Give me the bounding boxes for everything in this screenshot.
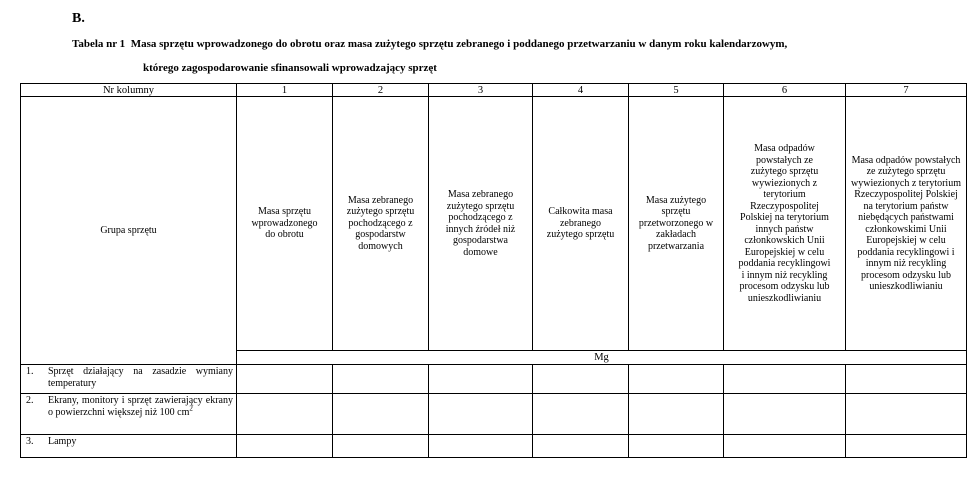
- row-label: [21, 435, 237, 458]
- data-cell[interactable]: [724, 365, 846, 394]
- data-cell[interactable]: [533, 435, 629, 458]
- data-cell[interactable]: [533, 365, 629, 394]
- section-letter: B.: [72, 11, 85, 26]
- data-cell[interactable]: [724, 435, 846, 458]
- data-cell[interactable]: [237, 365, 333, 394]
- data-cell[interactable]: [846, 394, 967, 435]
- data-cell[interactable]: [333, 394, 429, 435]
- row-number: 3.: [26, 436, 34, 447]
- data-cell[interactable]: [429, 435, 533, 458]
- data-cell[interactable]: [629, 394, 724, 435]
- data-cell[interactable]: [846, 365, 967, 394]
- group-header: Grupa sprzętu: [21, 97, 237, 365]
- column-header-3: Masa zebranego zużytego sprzętu pochodzącego z innych źródeł niż gospodarstwa domowe: [429, 97, 533, 351]
- caption-line2: którego zagospodarowanie sfinansowali wprowadzający sprzęt: [143, 62, 437, 74]
- table-row: [21, 394, 967, 435]
- table-caption: [72, 38, 952, 75]
- row-number: 2.: [26, 395, 34, 406]
- column-number-7: 7: [846, 84, 967, 97]
- column-header-5: Masa zużytego sprzętu przetworzonego w zakładach przetwarzania: [629, 97, 724, 351]
- data-cell[interactable]: [333, 435, 429, 458]
- unit-label: Mg: [237, 351, 967, 365]
- row-number: 1.: [26, 366, 34, 377]
- column-number-3: 3: [429, 84, 533, 97]
- data-cell[interactable]: [629, 435, 724, 458]
- column-number-2: 2: [333, 84, 429, 97]
- table-row: [21, 435, 967, 458]
- column-number-6: 6: [724, 84, 846, 97]
- row-text: Ekrany, monitory i sprzęt zawierający ekrany o powierzchni większej niż 100 $cm^2$: [48, 395, 233, 418]
- table-row: [21, 365, 967, 394]
- column-number-5: 5: [629, 84, 724, 97]
- column-number-1: 1: [237, 84, 333, 97]
- data-cell[interactable]: [724, 394, 846, 435]
- caption-prefix: Tabela nr 1: [72, 38, 126, 50]
- column-number-row: [21, 84, 967, 97]
- column-number-label: Nr kolumny: [21, 84, 237, 97]
- header-row: [21, 97, 967, 351]
- row-text: Lampy: [48, 436, 77, 447]
- row-label: [21, 394, 237, 435]
- column-number-4: 4: [533, 84, 629, 97]
- row-label: [21, 365, 237, 394]
- data-cell[interactable]: [237, 435, 333, 458]
- data-cell[interactable]: [429, 365, 533, 394]
- data-cell[interactable]: [237, 394, 333, 435]
- caption-line1: Masa sprzętu wprowadzonego do obrotu oraz masa zużytego sprzętu zebranego i poddanego przetwarzaniu w danym roku kalendarzowym,: [130, 38, 788, 50]
- column-header-2: Masa zebranego zużytego sprzętu pochodzącego z gospodarstw domowych: [333, 97, 429, 351]
- data-cell[interactable]: [429, 394, 533, 435]
- column-header-6: Masa odpadów powstałych ze zużytego sprzętu wywiezionych z terytorium Rzeczypospolitej Polskiej na terytorium innych państw członkowskich Unii Europejskiej w celu poddania recyklingowi i innym niż recykling procesom odzysku lub unieszkodliwianiu: [724, 97, 846, 351]
- equipment-mass-table: [20, 83, 967, 458]
- column-header-7: Masa odpadów powstałych ze zużytego sprzętu wywiezionych z terytorium Rzeczypospolitej Polskiej na terytorium państw niebędących państwami członkowskimi Unii Europejskiej w celu poddania recyklingowi i innym niż recykling procesom odzysku lub unieszkodliwianiu: [846, 97, 967, 351]
- column-header-4: Całkowita masa zebranego zużytego sprzętu: [533, 97, 629, 351]
- column-header-1: Masa sprzętu wprowadzonego do obrotu: [237, 97, 333, 351]
- data-cell[interactable]: [333, 365, 429, 394]
- data-cell[interactable]: [846, 435, 967, 458]
- data-cell[interactable]: [629, 365, 724, 394]
- row-text: Sprzęt działający na zasadzie wymiany temperatury: [48, 366, 233, 389]
- data-cell[interactable]: [533, 394, 629, 435]
- superscript: 2: [189, 404, 193, 413]
